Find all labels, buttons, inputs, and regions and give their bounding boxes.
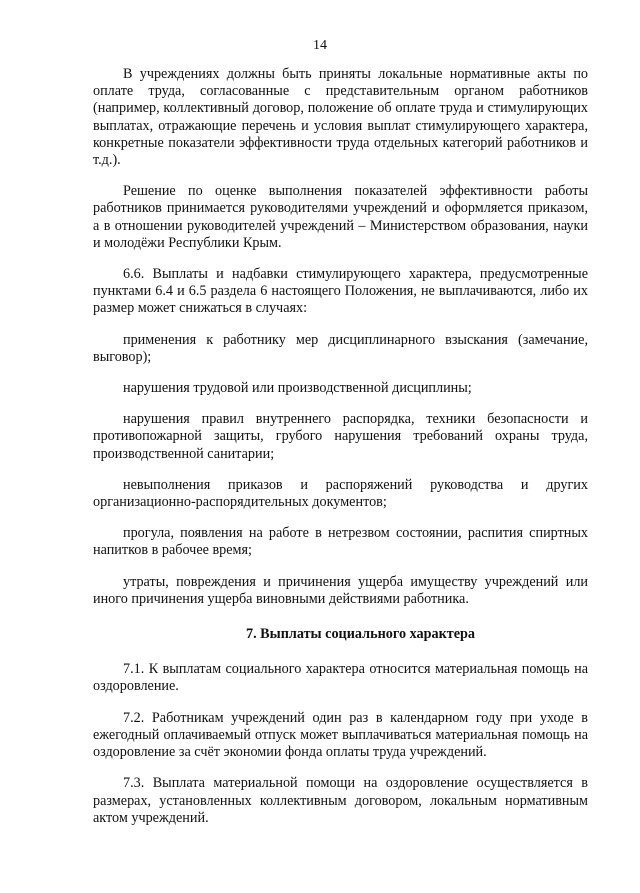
list-item-orders: невыполнения приказов и распоряжений руководства и других организационно-распорядительных документов; xyxy=(93,476,588,511)
list-item-damage: утраты, повреждения и причинения ущерба имуществу учреждений или иного причинения ущерба виновными действиями работника. xyxy=(93,573,588,607)
paragraph-local-acts: В учреждениях должны быть приняты локальные нормативные акты по оплате труда, согласованные с представительным органом работников (например, коллективный договор, положение об оплате труда и стимулирующих выплатах, отражающие перечень и условия выплат стимулирующего характера, конкретные показатели эффективности труда отдельных категорий работников и т.д.). xyxy=(93,66,588,169)
section-heading: 7. Выплаты социального характера xyxy=(245,626,475,643)
paragraph-evaluation-decision: Решение по оценке выполнения показателей эффективности работы работников принимается руководителями учреждений и оформляется приказом, а в отношении руководителей учреждений – Министерством образования, науки и молодёжи Республики Крым. xyxy=(93,183,588,251)
paragraph-6-6: 6.6. Выплаты и надбавки стимулирующего характера, предусмотренные пунктами 6.4 и 6.5 раздела 6 настоящего Положения, не выплачиваются, либо их размер может снижаться в случаях: xyxy=(93,266,588,317)
list-item-disciplinary: применения к работнику мер дисциплинарного взыскания (замечание, выговор); xyxy=(93,331,588,365)
list-item-absence: прогула, появления на работе в нетрезвом состоянии, распития спиртных напитков в рабочее время; xyxy=(93,525,588,559)
list-item-internal-rules: нарушения правил внутреннего распорядка, техники безопасности и противопожарной защиты, грубого нарушения требований охраны труда, производственной санитарии; xyxy=(93,411,588,462)
paragraph-7-2: 7.2. Работникам учреждений один раз в календарном году при уходе в ежегодный оплачиваемый отпуск может выплачиваться материальная помощь на оздоровление за счёт экономии фонда оплаты труда учреждений. xyxy=(93,709,588,761)
document-body xyxy=(93,66,588,827)
paragraph-7-1: 7.1. К выплатам социального характера относится материальная помощь на оздоровление. xyxy=(93,661,588,695)
page-number: 14 xyxy=(313,38,327,53)
paragraph-7-3: 7.3. Выплата материальной помощи на оздоровление осуществляется в размерах, установленных коллективным договором, локальным нормативным актом учреждений. xyxy=(93,775,588,826)
list-item-labor-discipline: нарушения трудовой или производственной дисциплины; xyxy=(123,380,472,397)
